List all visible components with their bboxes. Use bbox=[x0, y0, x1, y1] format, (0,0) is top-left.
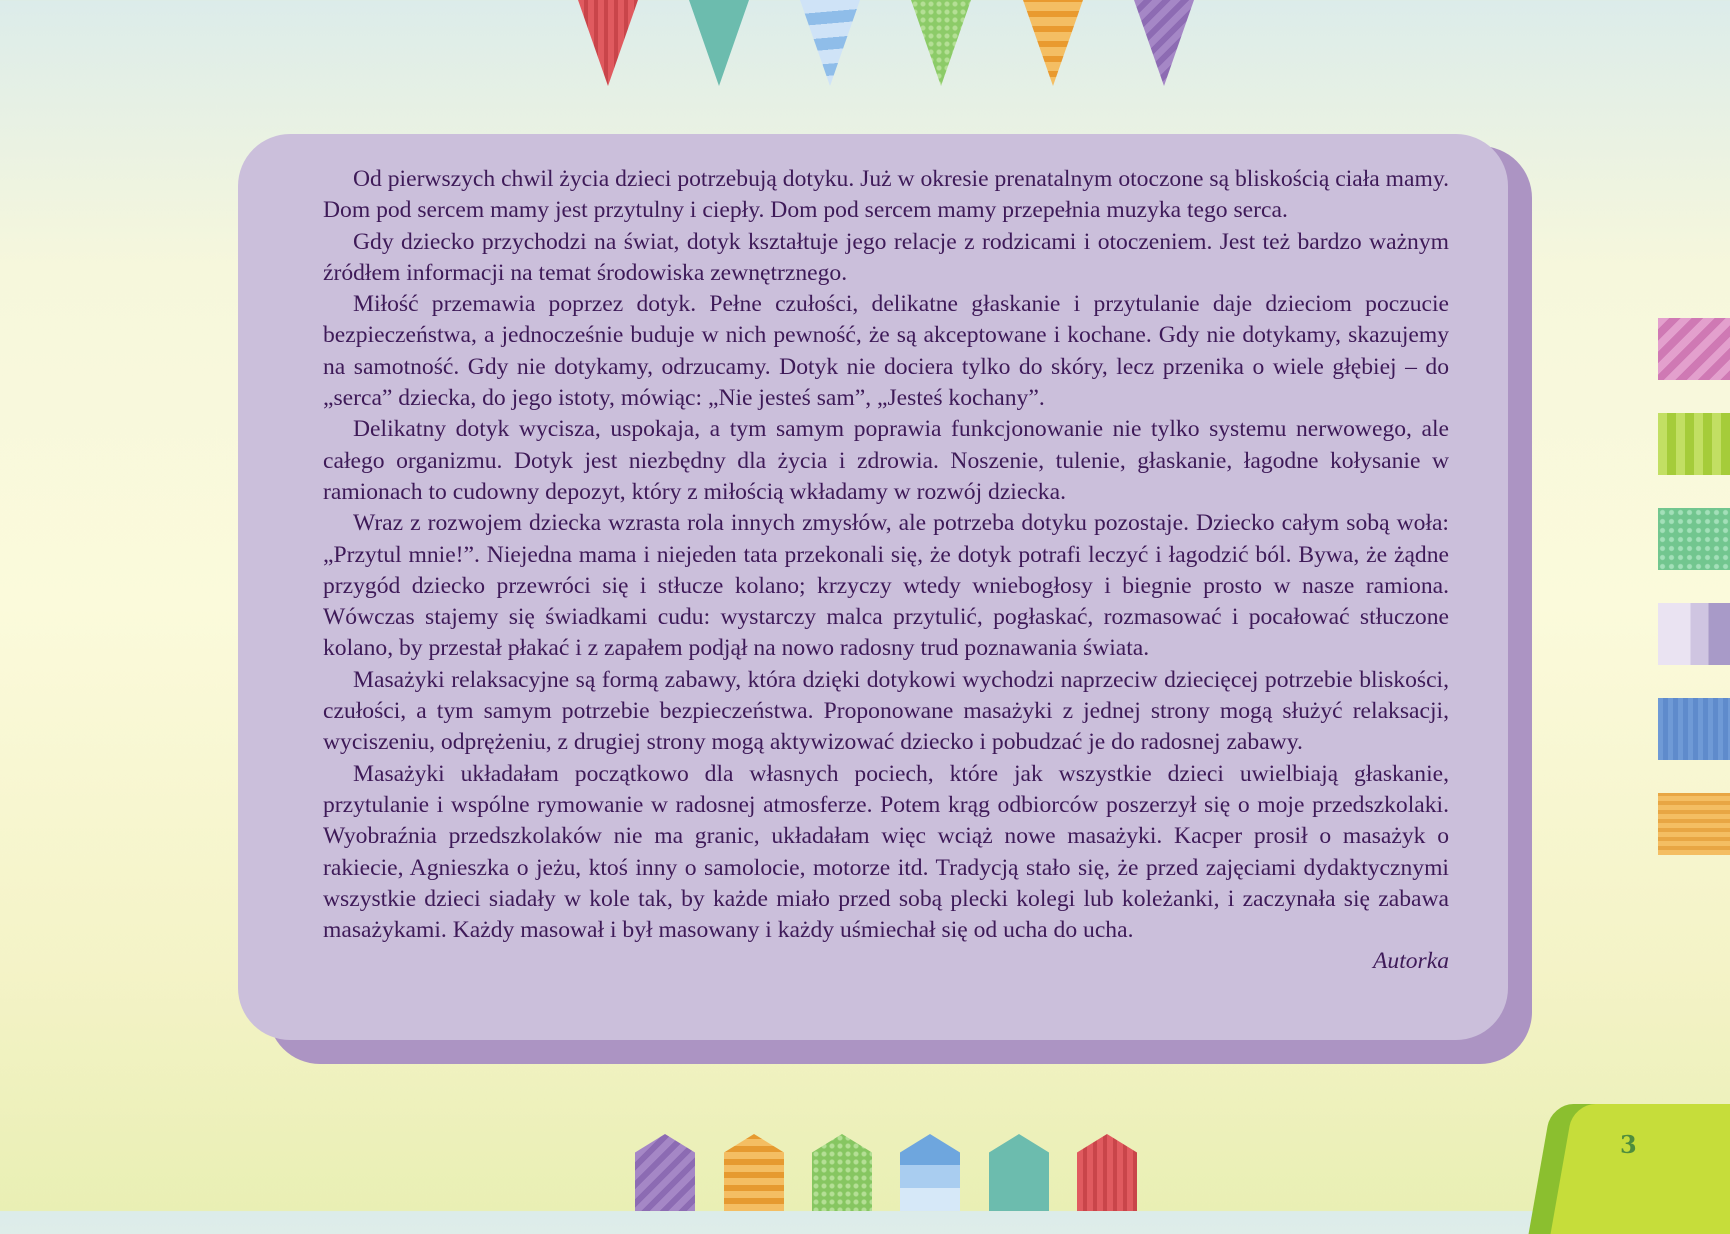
crayon-orange bbox=[724, 1134, 784, 1211]
author-signature: Autorka bbox=[1372, 948, 1449, 975]
paragraph: Delikatny dotyk wycisza, uspokaja, a tym samym poprawia funkcjonowanie nie tylko systemu nerwowego, ale całego organizmu. Dotyk jest niezbędny dla życia i zdrowia. Noszenie, tulenie, głaskanie, łagodne kołysanie w ramionach to cudowny depozyt, który z miłością wkładamy w rozwój dziecka. bbox=[323, 416, 1449, 505]
side-tab-orange bbox=[1658, 793, 1730, 855]
intro-text bbox=[323, 164, 1449, 978]
pennant-green bbox=[911, 0, 971, 86]
pennant-orange bbox=[1023, 0, 1083, 86]
side-tab-lime bbox=[1658, 413, 1730, 475]
pennant-red bbox=[578, 0, 638, 86]
paragraph: Od pierwszych chwil życia dzieci potrzebują dotyku. Już w okresie prenatalnym otoczone są bliskością ciała mamy. Dom pod sercem mamy jest przytulny i ciepły. Dom pod sercem mamy przepełnia muzyka tego serca. bbox=[323, 166, 1449, 224]
paragraph: Gdy dziecko przychodzi na świat, dotyk kształtuje jego relacje z rodzicami i otoczeniem. Jest też bardzo ważnym źródłem informacji na temat środowiska zewnętrznego. bbox=[323, 228, 1449, 286]
paragraph: Miłość przemawia poprzez dotyk. Pełne czułości, delikatne głaskanie i przytulanie daje dzieciom poczucie bezpieczeństwa, a jednocześnie buduje w nich pewność, że są akceptowane i kochane. Gdy nie dotykamy, skazujemy na samotność. Gdy nie dotykamy, odrzucamy. Dotyk nie dociera tylko do skóry, lecz przenika o wiele głębiej – do „serca” dziecka, do jego istoty, mówiąc: „Nie jesteś sam”, „Jesteś kochany”. bbox=[323, 291, 1449, 412]
page-number: 3 bbox=[1620, 1130, 1637, 1159]
crayon-blue bbox=[900, 1134, 960, 1211]
paragraph: Masażyki relaksacyjne są formą zabawy, która dzięki dotykowi wychodzi naprzeciw dziecięcej potrzebie bliskości, czułości, a tym samym potrzebie bezpieczeństwa. Proponowane masażyki z jednej strony mogą służyć relaksacji, wyciszeniu, odprężeniu, z drugiej strony mogą aktywizować dziecko i pobudzać je do radosnej zabawy. bbox=[323, 666, 1449, 756]
crayon-green bbox=[812, 1134, 872, 1211]
paragraph: Masażyki układałam początkowo dla własnych pociech, które jak wszystkie dzieci uwielbiają głaskanie, przytulanie i wspólne rymowanie w radosnej atmosferze. Potem krąg odbiorców poszerzył się o moje przedszkolaki. Wyobraźnia przedszkolaków nie ma granic, układałam więc wciąż nowe masażyki. Kacper prosił o masażyk o rakiecie, Agnieszka o jeżu, ktoś inny o samolocie, motorze itd. Tradycją stało się, że przed zajęciami dydaktycznymi wszystkie dzieci siadały w kole tak, by każde miało przed sobą plecki kolegi lub koleżanki, i zaczynała się zabawa masażykami. Każdy masował i był masowany i każdy uśmiechał się od ucha do ucha. bbox=[323, 760, 1449, 944]
paragraph: Wraz z rozwojem dziecka wzrasta rola innych zmysłów, ale potrzeba dotyku pozostaje. Dziecko całym sobą woła: „Przytul mnie!”. Niejedna mama i niejeden tata przekonali się, że dotyk potrafi leczyć i łagodzić ból. Bywa, że żądne przygód dziecko przewróci się i stłucze kolano; krzyczy wtedy wniebogłosy i biegnie prosto w nasze ramiona. Wówczas stajemy się świadkami cudu: wystarczy malca przytulić, pogłaskać, rozmasować i pocałować stłuczone kolano, by przestał płakać i z zapałem podjął na nowo radosny trud poznawania świata. bbox=[323, 510, 1449, 662]
pennant-teal bbox=[689, 0, 749, 86]
side-tab-mint bbox=[1658, 508, 1730, 570]
crayon-purple bbox=[635, 1134, 695, 1211]
pennant-purple bbox=[1134, 0, 1194, 86]
side-tab-lavender bbox=[1658, 603, 1730, 665]
side-tab-blue bbox=[1658, 698, 1730, 760]
side-tab-pink bbox=[1658, 318, 1730, 380]
crayon-red bbox=[1077, 1134, 1137, 1211]
crayon-teal bbox=[989, 1134, 1049, 1211]
pennant-blue bbox=[800, 0, 860, 86]
page-number-tab bbox=[1551, 1104, 1730, 1234]
